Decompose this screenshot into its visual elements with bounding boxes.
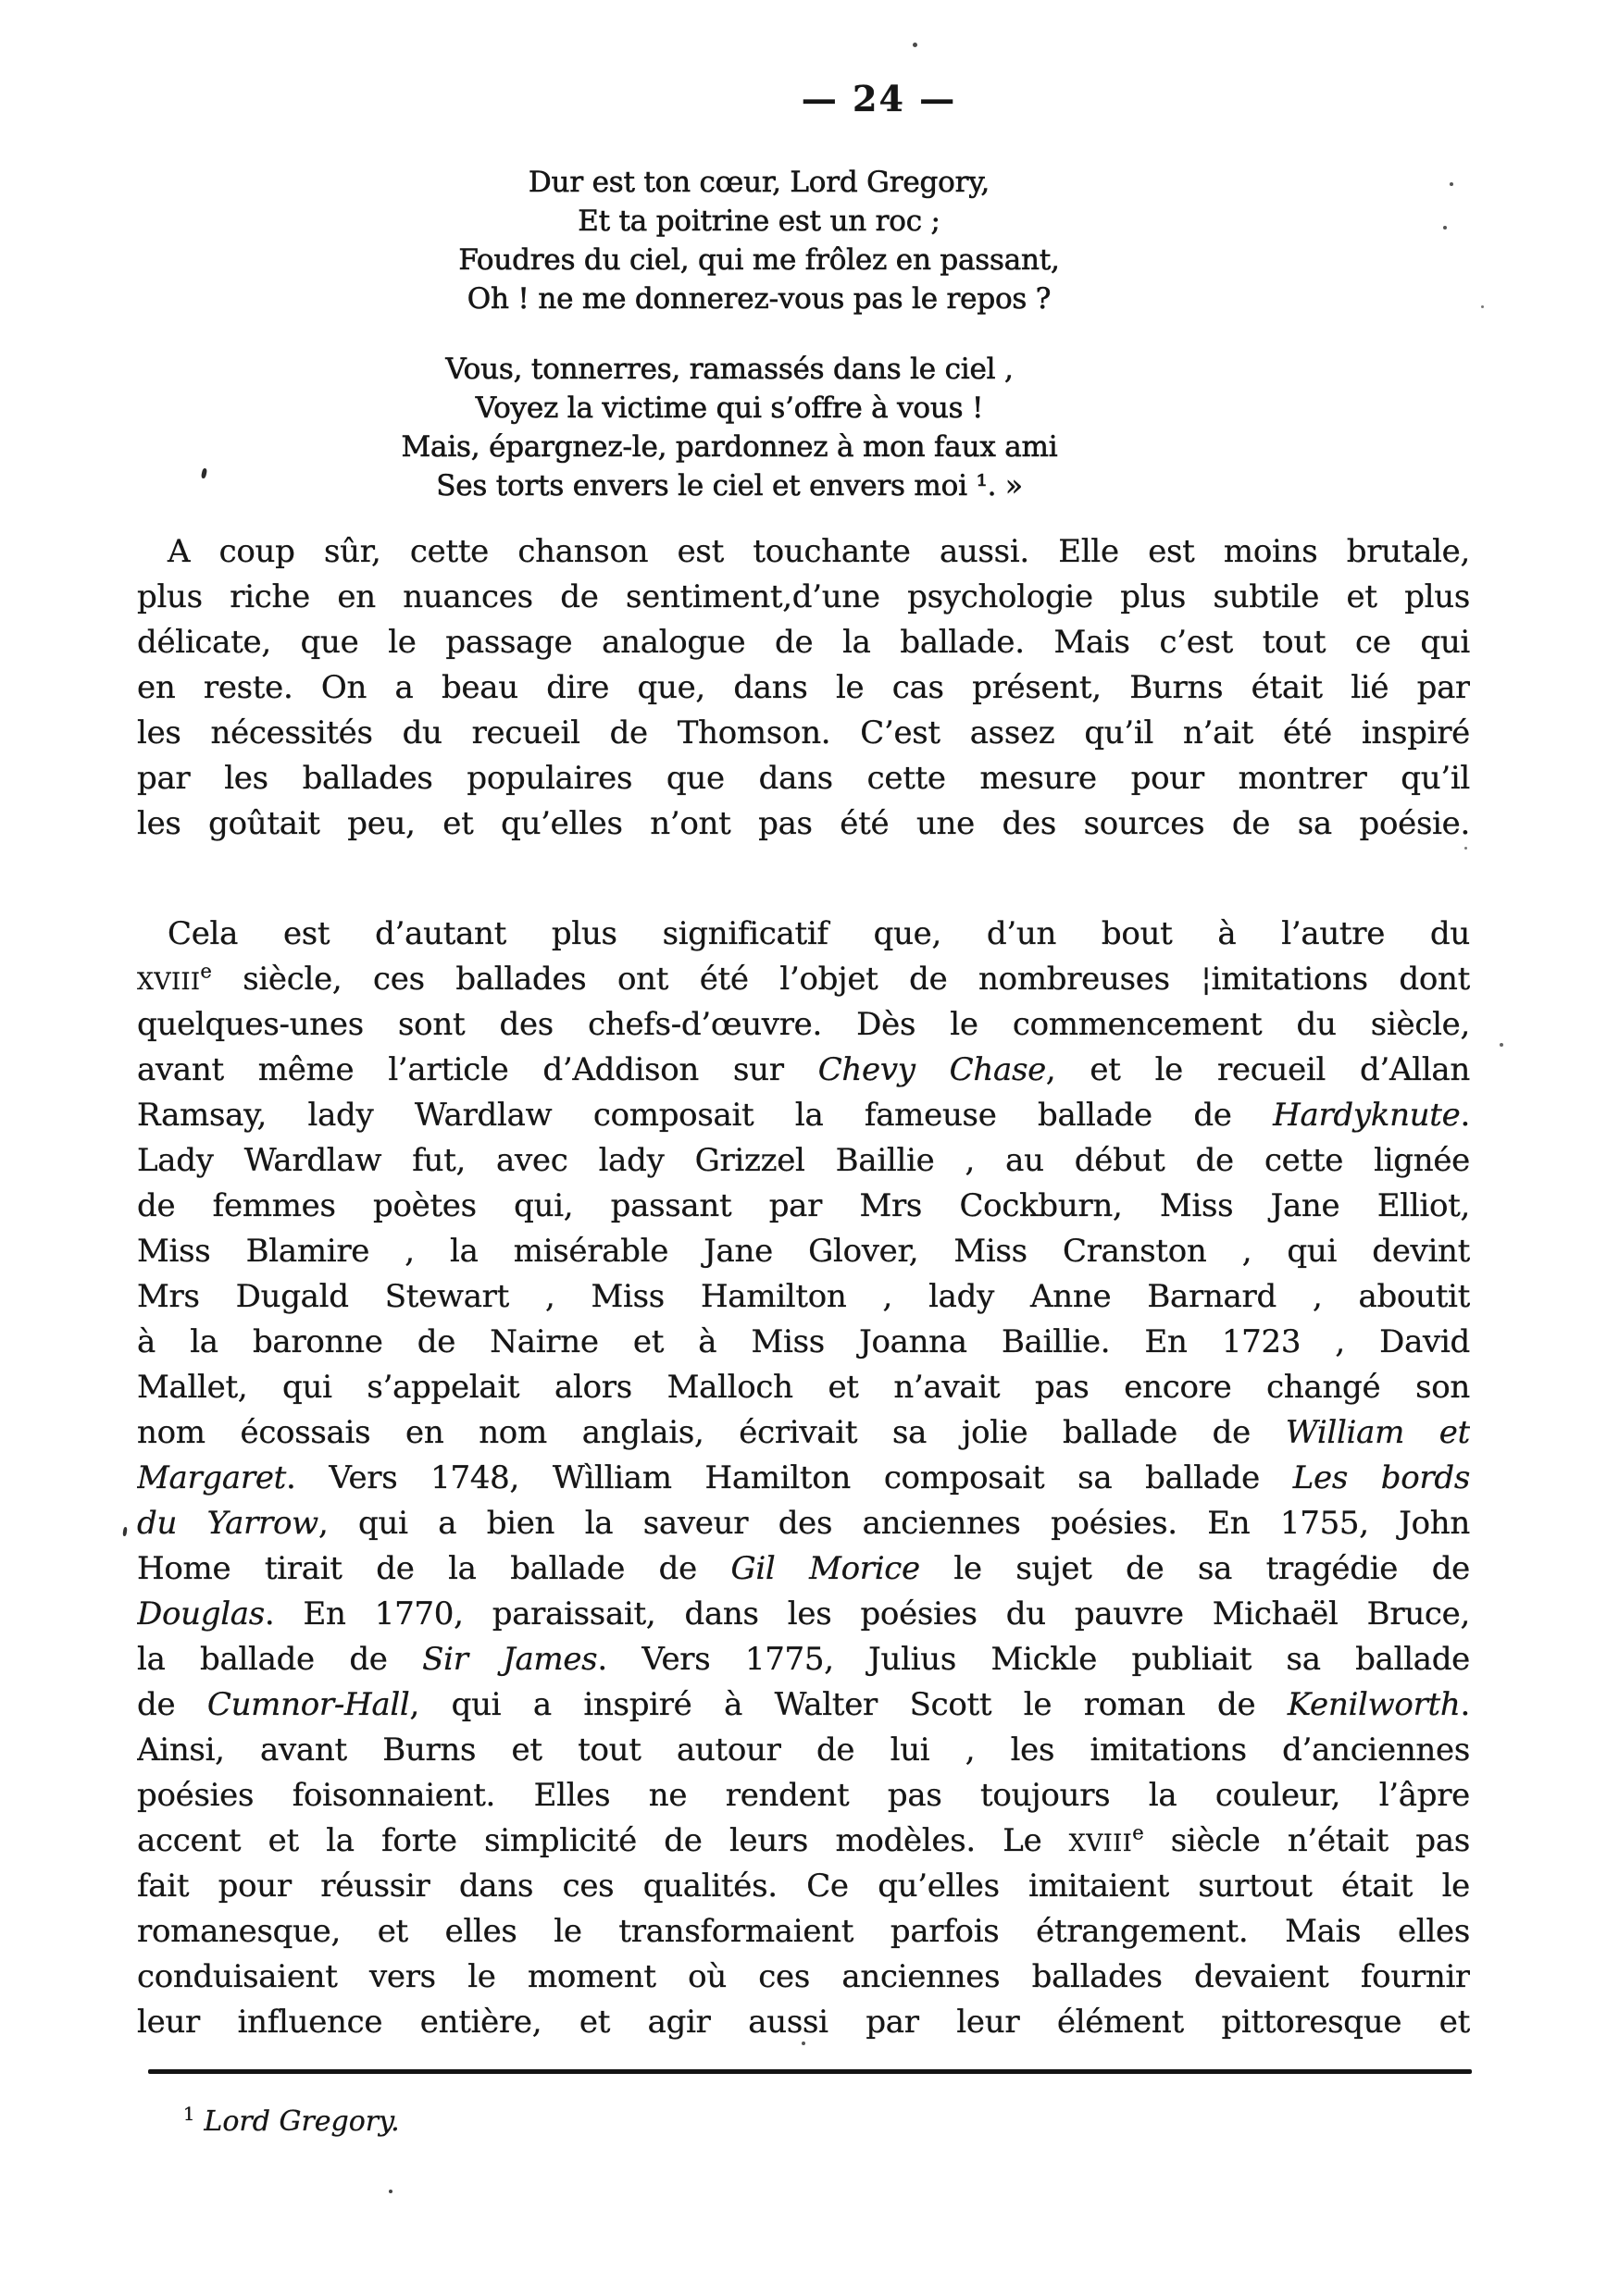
text-segment: Miss Blamire , la misérable Jane Glover, Miss Cranston , qui devint (137, 1233, 1470, 1270)
text-segment: Margaret (137, 1459, 287, 1496)
text-segment: avant même l’article d’Addison sur (137, 1051, 818, 1088)
poem-line: Vous, tonnerres, ramassés dans le ciel , (445, 353, 1014, 386)
scan-speckle (122, 1527, 127, 1536)
poem-stanza-2 (128, 350, 1331, 505)
text-line (137, 1002, 1470, 1048)
text-segment: Hardyknute (1273, 1097, 1461, 1134)
footnote-marker: 1 (183, 2104, 195, 2125)
text-segment: délicate, que le passage analogue de la ballade. Mais c’est tout ce qui (137, 624, 1470, 661)
text-segment: e (200, 959, 212, 983)
text-segment: Gil Morice (730, 1550, 920, 1587)
scan-speckle (1464, 847, 1467, 850)
text-line (137, 1138, 1470, 1184)
text-segment: les goûtait peu, et qu’elles n’ont pas été une des sources de sa poésie. (137, 805, 1470, 842)
footnote-rule (148, 2069, 1472, 2074)
text-segment: leur influence entière, et agir aussi par leur élément pittoresque et (137, 2004, 1470, 2041)
text-line (137, 1728, 1470, 1773)
text-line (137, 1682, 1470, 1728)
text-segment: de femmes poètes qui, passant par Mrs Cockburn, Miss Jane Elliot, (137, 1187, 1470, 1224)
text-segment: quelques-unes sont des chefs-d’œuvre. Dès le commencement du siècle, (137, 1006, 1470, 1043)
text-line (137, 2000, 1470, 2045)
text-segment: Mallet, qui s’appelait alors Malloch et n’avait pas encore changé son (137, 1369, 1470, 1406)
text-line (137, 1637, 1470, 1682)
text-line (137, 711, 1470, 756)
text-segment: . Vers 1775, Julius Mickle publiait sa ballade (597, 1641, 1470, 1678)
text-line (137, 1909, 1470, 1955)
poem-line: Foudres du ciel, qui me frôlez en passant, (458, 243, 1060, 277)
text-line (137, 1955, 1470, 2000)
text-line (137, 1546, 1470, 1592)
text-segment: , qui a inspiré à Walter Scott le roman de (409, 1686, 1288, 1723)
text-line (137, 575, 1470, 620)
text-line (137, 1864, 1470, 1909)
text-segment: Cumnor-Hall (206, 1686, 410, 1723)
text-line (137, 756, 1470, 801)
scan-speckle (1481, 305, 1484, 308)
paragraph-1 (137, 529, 1470, 847)
text-line (137, 1184, 1470, 1229)
text-segment: nom écossais en nom anglais, écrivait sa jolie ballade de (137, 1414, 1286, 1451)
poem-line: Oh ! ne me donnerez-vous pas le repos ? (467, 282, 1052, 316)
poem-line: Et ta poitrine est un roc ; (578, 205, 940, 238)
text-segment: , qui a bien la saveur des anciennes poésies. En 1755, John (318, 1505, 1470, 1542)
text-line (137, 1365, 1470, 1410)
page-number: — 24 — (801, 78, 957, 119)
text-line (137, 1093, 1470, 1138)
text-segment: XVIII (1068, 1830, 1133, 1856)
text-segment: . Vers 1748, Wìlliam Hamilton composait sa ballade (286, 1459, 1293, 1496)
text-line (137, 1773, 1470, 1818)
text-segment: romanesque, et elles le transformaient parfois étrangement. Mais elles (137, 1913, 1470, 1950)
text-segment: du Yarrow (137, 1505, 318, 1542)
poem-line: Voyez la victime qui s’offre à vous ! (475, 391, 984, 425)
text-line (137, 1818, 1470, 1864)
text-segment: par les ballades populaires que dans cette mesure pour montrer qu’il (137, 760, 1470, 797)
poem-line: Ses torts envers le ciel et envers moi ¹. » (436, 469, 1023, 503)
text-segment: e (1132, 1820, 1144, 1844)
text-line (137, 1048, 1470, 1093)
text-segment: la ballade de (137, 1641, 423, 1678)
text-segment: en reste. On a beau dire que, dans le cas présent, Burns était lié par (137, 669, 1470, 706)
text-segment: Sir James (422, 1641, 598, 1678)
text-segment: plus riche en nuances de sentiment,d’une psychologie plus subtile et plus (137, 578, 1470, 615)
text-line (137, 1229, 1470, 1274)
scan-speckle (913, 43, 917, 47)
poem-line: Dur est ton cœur, Lord Gregory, (528, 166, 990, 199)
text-segment: . En 1770, paraissait, dans les poésies du pauvre Michaël Bruce, (264, 1595, 1470, 1632)
text-segment: Mrs Dugald Stewart , Miss Hamilton , lady Anne Barnard , aboutit (137, 1278, 1470, 1315)
scan-speckle (1500, 1043, 1503, 1047)
footnote-text: Lord Gregory. (204, 2105, 400, 2138)
text-line (137, 529, 1470, 575)
text-segment: Home tirait de la ballade de (137, 1550, 731, 1587)
text-segment: XVIII (137, 968, 201, 995)
text-segment: accent et la forte simplicité de leurs modèles. Le (137, 1822, 1069, 1859)
text-line (137, 957, 1470, 1002)
text-segment: A coup sûr, cette chanson est touchante aussi. Elle est moins brutale, (168, 533, 1470, 570)
paragraph-2 (137, 912, 1470, 2045)
text-segment: , et le recueil d’Allan (1045, 1051, 1470, 1088)
text-segment: Cela est d’autant plus significatif que, d’un bout à l’autre du (168, 915, 1470, 952)
text-segment: le sujet de sa tragédie de (919, 1550, 1470, 1587)
text-line (137, 1456, 1470, 1501)
text-segment: Chevy Chase (817, 1051, 1046, 1088)
text-segment: . (1460, 1686, 1470, 1723)
text-segment: Ainsi, avant Burns et tout autour de lui , les imitations d’anciennes (137, 1731, 1470, 1769)
scan-speckle (802, 2042, 805, 2045)
poem-line: Mais, épargnez-le, pardonnez à mon faux ami (401, 430, 1058, 464)
text-line (137, 665, 1470, 711)
text-segment: siècle n’était pas (1143, 1822, 1470, 1859)
text-line (137, 912, 1470, 957)
text-line (137, 1501, 1470, 1546)
text-line (137, 801, 1470, 847)
text-segment: . (1460, 1097, 1470, 1134)
text-segment: Les bords (1292, 1459, 1470, 1496)
poem-stanza-1 (157, 163, 1361, 318)
text-segment: Lady Wardlaw fut, avec lady Grizzel Baillie , au début de cette lignée (137, 1142, 1470, 1179)
text-segment: Douglas (137, 1595, 265, 1632)
text-segment: fait pour réussir dans ces qualités. Ce qu’elles imitaient surtout était le (137, 1868, 1470, 1905)
text-line (137, 1320, 1470, 1365)
text-line (137, 620, 1470, 665)
footnote (139, 2097, 1498, 2140)
text-line (137, 1592, 1470, 1637)
text-segment: poésies foisonnaient. Elles ne rendent pas toujours la couleur, l’âpre (137, 1777, 1470, 1814)
text-segment: Ramsay, lady Wardlaw composait la fameuse ballade de (137, 1097, 1274, 1134)
text-segment: conduisaient vers le moment où ces anciennes ballades devaient fournir (137, 1958, 1470, 1995)
text-segment: siècle, ces ballades ont été l’objet de nombreuses ¦imitations dont (211, 961, 1470, 998)
scan-speckle (1450, 182, 1453, 186)
text-segment: William et (1285, 1414, 1470, 1451)
scan-speckle (389, 2190, 392, 2193)
text-segment: de (137, 1686, 207, 1723)
text-line (137, 1410, 1470, 1456)
text-segment: Kenilworth (1287, 1686, 1461, 1723)
text-line (137, 1274, 1470, 1320)
text-segment: à la baronne de Nairne et à Miss Joanna Baillie. En 1723 , David (137, 1323, 1470, 1360)
text-segment: les nécessités du recueil de Thomson. C’est assez qu’il n’ait été inspiré (137, 714, 1470, 751)
scan-speckle (1443, 226, 1447, 230)
